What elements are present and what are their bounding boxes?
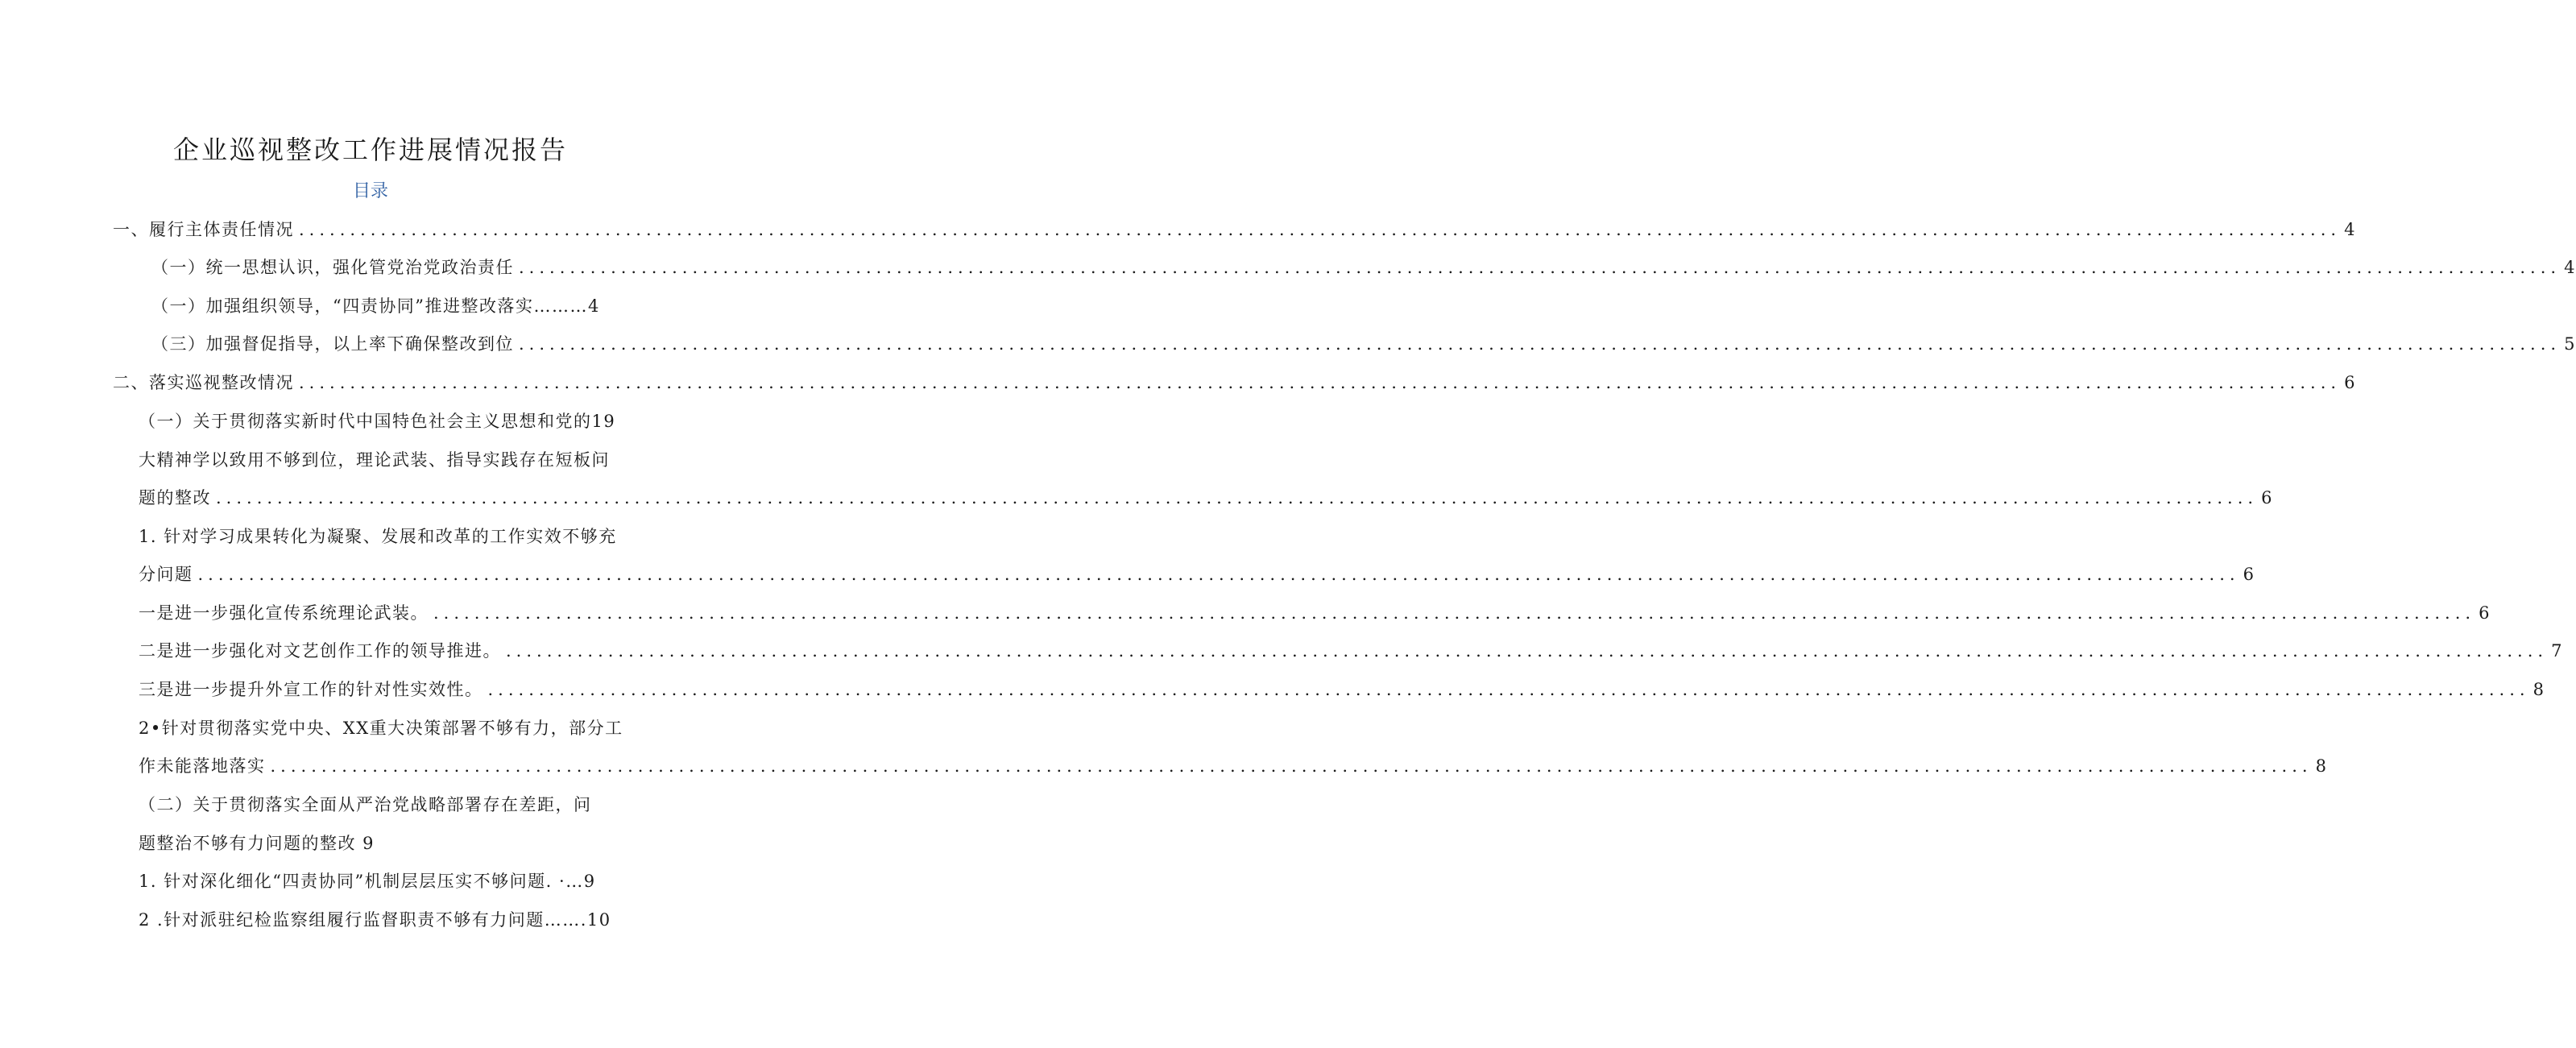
toc-entry bbox=[139, 600, 2491, 626]
dot-leader: ........................................................................................................................................................................................................ bbox=[433, 603, 2476, 623]
dot-leader: ........................................................................................................................................................................................................ bbox=[487, 680, 2530, 699]
dot-leader: ........................................................................................................................................................................................................ bbox=[270, 756, 2313, 776]
toc-entry bbox=[139, 792, 592, 818]
toc-page-number: 5 bbox=[2564, 334, 2576, 354]
toc-entry-text: （一）关于贯彻落实新时代中国特色社会主义思想和党的19 bbox=[139, 412, 616, 431]
toc-entry bbox=[151, 331, 2576, 357]
dot-leader: ........................................................................................................................................................................................................ bbox=[197, 565, 2240, 584]
toc-entry bbox=[139, 753, 2328, 779]
toc-entry bbox=[139, 638, 2563, 664]
toc-page-number: 8 bbox=[2533, 680, 2545, 699]
toc-entry bbox=[139, 715, 623, 741]
toc-entry-label: 题的整改 bbox=[139, 488, 211, 507]
toc-entry-label: （一）统一思想认识，强化管党治党政治责任 bbox=[151, 258, 514, 277]
toc-entry-label: 一、履行主体责任情况 bbox=[113, 220, 294, 239]
dot-leader: ........................................................................................................................................................................................................ bbox=[506, 641, 2549, 661]
toc-entry-text: 题整治不够有力问题的整改 9 bbox=[139, 834, 375, 853]
toc-entry bbox=[139, 677, 2545, 702]
toc-entry-label: 作未能落地落实 bbox=[139, 756, 266, 776]
toc-page-number: 6 bbox=[2479, 603, 2491, 623]
toc-entry bbox=[139, 485, 2273, 511]
toc-entry-text: （一）加强组织领导，“四责协同”推进整改落实………4 bbox=[151, 296, 600, 316]
toc-page-number: 4 bbox=[2344, 220, 2356, 239]
document-title: 企业巡视整改工作进展情况报告 bbox=[172, 135, 568, 166]
toc-entry bbox=[151, 255, 2576, 280]
toc-page-number: 7 bbox=[2551, 641, 2563, 661]
toc-page-number: 6 bbox=[2344, 373, 2356, 392]
dot-leader: ........................................................................................................................................................................................................ bbox=[519, 334, 2562, 354]
dot-leader: ........................................................................................................................................................................................................ bbox=[299, 220, 2342, 239]
toc-entry-label: 二是进一步强化对文艺创作工作的领导推进。 bbox=[139, 641, 501, 661]
toc-entry-text: （二）关于贯彻落实全面从严治党战略部署存在差距，问 bbox=[139, 795, 592, 814]
toc-entry-label: 二、落实巡视整改情况 bbox=[113, 373, 294, 392]
dot-leader: ........................................................................................................................................................................................................ bbox=[216, 488, 2259, 507]
toc-heading: 目录 bbox=[352, 181, 388, 201]
toc-entry bbox=[139, 524, 617, 549]
toc-entry bbox=[113, 217, 2356, 242]
toc-page-number: 4 bbox=[2564, 258, 2576, 277]
toc-entry-text: 2•针对贯彻落实党中央、XX重大决策部署不够有力，部分工 bbox=[139, 719, 623, 738]
dot-leader: ........................................................................................................................................................................................................ bbox=[299, 373, 2342, 392]
toc-entry bbox=[139, 561, 2255, 587]
toc-entry-label: 三是进一步提升外宣工作的针对性实效性。 bbox=[139, 680, 483, 699]
toc-entry-label: （三）加强督促指导，以上率下确保整改到位 bbox=[151, 334, 514, 354]
toc-entry bbox=[151, 293, 600, 319]
toc-entry bbox=[139, 831, 375, 856]
toc-entry bbox=[139, 408, 615, 434]
toc-page-number: 6 bbox=[2261, 488, 2273, 507]
toc-entry bbox=[139, 907, 611, 933]
dot-leader: ........................................................................................................................................................................................................ bbox=[519, 258, 2562, 277]
toc-entry-text: 1. 针对学习成果转化为凝聚、发展和改革的工作实效不够充 bbox=[139, 527, 617, 546]
toc-entry-label: 分问题 bbox=[139, 565, 193, 584]
toc-page-number: 6 bbox=[2243, 565, 2255, 584]
toc-entry bbox=[113, 370, 2356, 396]
toc-page-number: 8 bbox=[2315, 756, 2328, 776]
toc-entry-text: 1. 针对深化细化“四责协同”机制层层压实不够问题. ·…9 bbox=[139, 872, 596, 891]
toc-entry-text: 大精神学以致用不够到位，理论武装、指导实践存在短板问 bbox=[139, 450, 610, 470]
toc-entry-label: 一是进一步强化宣传系统理论武装。 bbox=[139, 603, 429, 623]
toc-entry bbox=[139, 447, 610, 473]
toc-entry bbox=[139, 868, 596, 894]
toc-entry-text: 2 .针对派驻纪检监察组履行监督职责不够有力问题…….10 bbox=[139, 910, 611, 930]
